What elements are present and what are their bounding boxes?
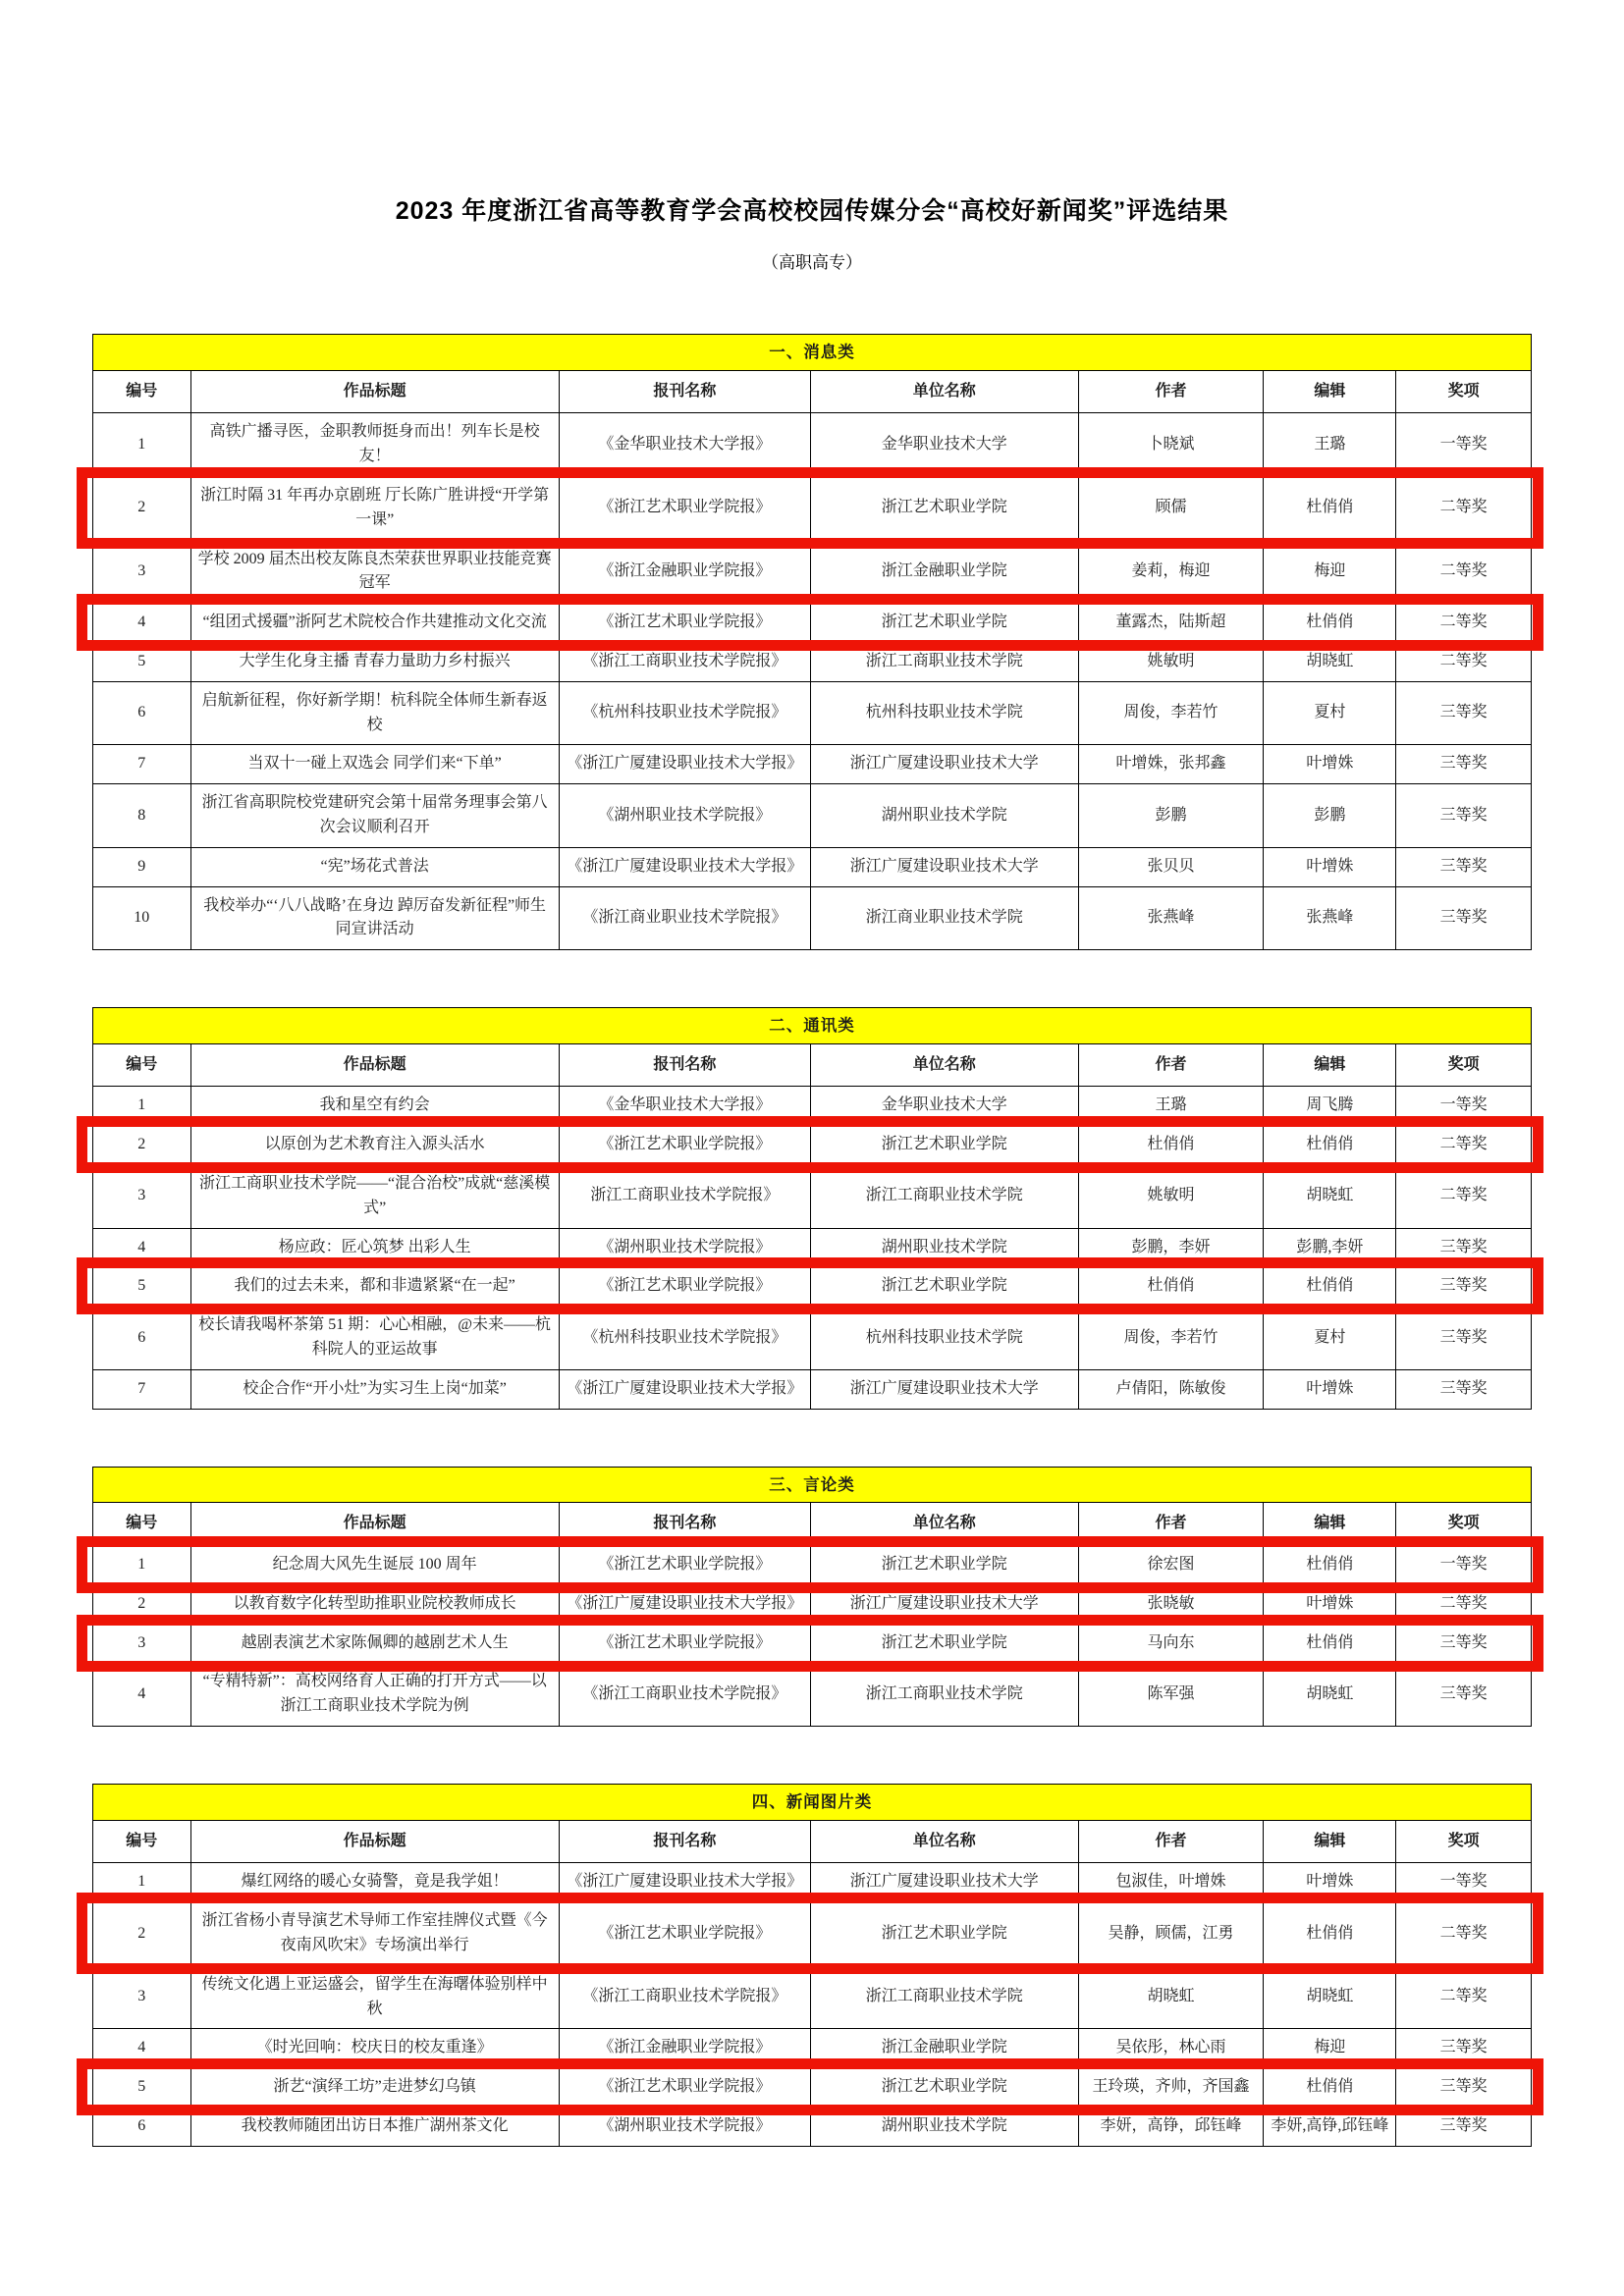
- cell-award: 一等奖: [1396, 1863, 1532, 1902]
- cell-paper: 《浙江广厦建设职业技术大学报》: [559, 1584, 810, 1624]
- cell-paper: 《浙江金融职业学院报》: [559, 2029, 810, 2068]
- cell-paper: 《浙江艺术职业学院报》: [559, 476, 810, 540]
- award-table: [92, 334, 1532, 950]
- table-row: [93, 1228, 1532, 1267]
- cell-no: 2: [93, 1902, 191, 1966]
- cell-paper: 《浙江工商职业技术学院报》: [559, 642, 810, 681]
- cell-award: 三等奖: [1396, 681, 1532, 745]
- cell-paper: 《浙江艺术职业学院报》: [559, 1624, 810, 1663]
- cell-award: 二等奖: [1396, 1126, 1532, 1165]
- cell-paper: 《浙江广厦建设职业技术大学报》: [559, 745, 810, 784]
- cell-org: 浙江广厦建设职业技术大学: [811, 1369, 1078, 1409]
- cell-work: 校长请我喝杯茶第 51 期：心心相融，@未来——杭科院人的亚运故事: [190, 1307, 559, 1370]
- table-row: [93, 1165, 1532, 1229]
- cell-work: 我们的过去未来，都和非遗紧紧“在一起”: [190, 1267, 559, 1307]
- column-header: 作者: [1078, 1820, 1264, 1863]
- award-table-section: [92, 1467, 1532, 1727]
- column-header: 报刊名称: [559, 1820, 810, 1863]
- column-header: 编辑: [1264, 1503, 1396, 1546]
- cell-author: 叶增姝，张邦鑫: [1078, 745, 1264, 784]
- column-header: 编辑: [1264, 1043, 1396, 1087]
- column-header-row: [93, 370, 1532, 413]
- cell-award: 二等奖: [1396, 1165, 1532, 1229]
- cell-award: 二等奖: [1396, 1902, 1532, 1966]
- section-header-row: [93, 1467, 1532, 1503]
- cell-no: 4: [93, 604, 191, 643]
- award-table: [92, 1784, 1532, 2147]
- cell-author: 包淑佳，叶增姝: [1078, 1863, 1264, 1902]
- cell-org: 浙江艺术职业学院: [811, 1902, 1078, 1966]
- cell-paper: 浙江工商职业技术学院报》: [559, 1165, 810, 1229]
- cell-editor: 杜俏俏: [1264, 1267, 1396, 1307]
- cell-author: 王璐: [1078, 1087, 1264, 1126]
- cell-editor: 夏村: [1264, 681, 1396, 745]
- cell-work: 纪念周大风先生诞辰 100 周年: [190, 1546, 559, 1585]
- table-row: [93, 886, 1532, 950]
- table-row: [93, 1624, 1532, 1663]
- column-header: 编号: [93, 370, 191, 413]
- cell-author: 卜晓斌: [1078, 413, 1264, 477]
- cell-no: 1: [93, 1863, 191, 1902]
- table-row: [93, 2029, 1532, 2068]
- column-header: 单位名称: [811, 1503, 1078, 1546]
- column-header: 作品标题: [190, 1043, 559, 1087]
- column-header-row: [93, 1043, 1532, 1087]
- cell-no: 1: [93, 413, 191, 477]
- cell-author: 姚敏明: [1078, 642, 1264, 681]
- cell-award: 三等奖: [1396, 1307, 1532, 1370]
- cell-org: 浙江工商职业技术学院: [811, 642, 1078, 681]
- table-row: [93, 604, 1532, 643]
- cell-org: 浙江工商职业技术学院: [811, 1965, 1078, 2029]
- column-header: 奖项: [1396, 1503, 1532, 1546]
- cell-editor: 杜俏俏: [1264, 1546, 1396, 1585]
- cell-org: 浙江艺术职业学院: [811, 2068, 1078, 2108]
- column-header: 单位名称: [811, 1043, 1078, 1087]
- cell-paper: 《浙江艺术职业学院报》: [559, 604, 810, 643]
- cell-no: 3: [93, 1624, 191, 1663]
- cell-author: 周俊，李若竹: [1078, 681, 1264, 745]
- cell-no: 4: [93, 1228, 191, 1267]
- cell-award: 一等奖: [1396, 413, 1532, 477]
- cell-author: 吴静，顾儒，江勇: [1078, 1902, 1264, 1966]
- cell-author: 姚敏明: [1078, 1165, 1264, 1229]
- award-table-section: [92, 1007, 1532, 1410]
- section-header: 二、通讯类: [93, 1008, 1532, 1044]
- section-header: 四、新闻图片类: [93, 1784, 1532, 1820]
- cell-editor: 梅迎: [1264, 2029, 1396, 2068]
- cell-org: 湖州职业技术学院: [811, 1228, 1078, 1267]
- table-row: [93, 1663, 1532, 1727]
- cell-award: 一等奖: [1396, 1546, 1532, 1585]
- cell-org: 浙江金融职业学院: [811, 2029, 1078, 2068]
- cell-no: 6: [93, 1307, 191, 1370]
- cell-paper: 《湖州职业技术学院报》: [559, 2107, 810, 2146]
- cell-author: 董露杰，陆斯超: [1078, 604, 1264, 643]
- cell-author: 徐宏图: [1078, 1546, 1264, 1585]
- cell-award: 二等奖: [1396, 476, 1532, 540]
- cell-work: 启航新征程，你好新学期！杭科院全体师生新春返校: [190, 681, 559, 745]
- cell-paper: 《浙江工商职业技术学院报》: [559, 1965, 810, 2029]
- award-table-section: [92, 1784, 1532, 2147]
- cell-org: 湖州职业技术学院: [811, 2107, 1078, 2146]
- column-header: 编辑: [1264, 1820, 1396, 1863]
- cell-award: 三等奖: [1396, 2107, 1532, 2146]
- cell-paper: 《浙江艺术职业学院报》: [559, 1546, 810, 1585]
- cell-paper: 《浙江艺术职业学院报》: [559, 1902, 810, 1966]
- cell-no: 10: [93, 886, 191, 950]
- cell-org: 浙江艺术职业学院: [811, 1267, 1078, 1307]
- cell-org: 杭州科技职业技术学院: [811, 1307, 1078, 1370]
- cell-no: 2: [93, 1584, 191, 1624]
- cell-award: 二等奖: [1396, 604, 1532, 643]
- cell-org: 金华职业技术大学: [811, 413, 1078, 477]
- cell-author: 彭鹏，李妍: [1078, 1228, 1264, 1267]
- table-row: [93, 1584, 1532, 1624]
- column-header-row: [93, 1503, 1532, 1546]
- cell-no: 3: [93, 1165, 191, 1229]
- table-row: [93, 745, 1532, 784]
- column-header: 单位名称: [811, 370, 1078, 413]
- cell-author: 杜俏俏: [1078, 1126, 1264, 1165]
- column-header: 报刊名称: [559, 370, 810, 413]
- column-header: 报刊名称: [559, 1503, 810, 1546]
- cell-award: 三等奖: [1396, 1369, 1532, 1409]
- cell-author: 张晓敏: [1078, 1584, 1264, 1624]
- cell-award: 三等奖: [1396, 2068, 1532, 2108]
- cell-work: 校企合作“开小灶”为实习生上岗“加菜”: [190, 1369, 559, 1409]
- cell-work: 越剧表演艺术家陈佩卿的越剧艺术人生: [190, 1624, 559, 1663]
- cell-org: 浙江艺术职业学院: [811, 1126, 1078, 1165]
- cell-paper: 《浙江广厦建设职业技术大学报》: [559, 1369, 810, 1409]
- cell-paper: 《湖州职业技术学院报》: [559, 784, 810, 848]
- cell-author: 卢倩阳，陈敏俊: [1078, 1369, 1264, 1409]
- cell-author: 周俊，李若竹: [1078, 1307, 1264, 1370]
- page-subtitle: （高职高专）: [762, 253, 862, 272]
- cell-editor: 胡晓虹: [1264, 642, 1396, 681]
- cell-paper: 《湖州职业技术学院报》: [559, 1228, 810, 1267]
- table-row: [93, 681, 1532, 745]
- cell-work: 杨应政：匠心筑梦 出彩人生: [190, 1228, 559, 1267]
- table-row: [93, 642, 1532, 681]
- table-row: [93, 1965, 1532, 2029]
- table-row: [93, 413, 1532, 477]
- cell-paper: 《浙江艺术职业学院报》: [559, 2068, 810, 2108]
- cell-org: 杭州科技职业技术学院: [811, 681, 1078, 745]
- award-table: [92, 1467, 1532, 1727]
- column-header: 作品标题: [190, 1503, 559, 1546]
- cell-work: 学校 2009 届杰出校友陈良杰荣获世界职业技能竞赛冠军: [190, 540, 559, 604]
- table-row: [93, 540, 1532, 604]
- cell-org: 浙江商业职业技术学院: [811, 886, 1078, 950]
- table-row: [93, 2107, 1532, 2146]
- cell-editor: 杜俏俏: [1264, 1902, 1396, 1966]
- column-header: 编号: [93, 1820, 191, 1863]
- cell-org: 浙江工商职业技术学院: [811, 1663, 1078, 1727]
- cell-work: “专精特新”：高校网络育人正确的打开方式——以浙江工商职业技术学院为例: [190, 1663, 559, 1727]
- cell-author: 胡晓虹: [1078, 1965, 1264, 2029]
- cell-award: 三等奖: [1396, 1228, 1532, 1267]
- cell-editor: 梅迎: [1264, 540, 1396, 604]
- section-header-row: [93, 1008, 1532, 1044]
- cell-editor: 张燕峰: [1264, 886, 1396, 950]
- cell-work: 以原创为艺术教育注入源头活水: [190, 1126, 559, 1165]
- cell-no: 1: [93, 1087, 191, 1126]
- cell-no: 5: [93, 1267, 191, 1307]
- cell-editor: 叶增姝: [1264, 1863, 1396, 1902]
- cell-no: 2: [93, 476, 191, 540]
- cell-work: 大学生化身主播 青春力量助力乡村振兴: [190, 642, 559, 681]
- table-row: [93, 1267, 1532, 1307]
- table-row: [93, 1863, 1532, 1902]
- column-header: 奖项: [1396, 1820, 1532, 1863]
- cell-org: 浙江艺术职业学院: [811, 604, 1078, 643]
- cell-no: 2: [93, 1126, 191, 1165]
- cell-work: 我校教师随团出访日本推广湖州茶文化: [190, 2107, 559, 2146]
- cell-no: 6: [93, 681, 191, 745]
- cell-paper: 《浙江工商职业技术学院报》: [559, 1663, 810, 1727]
- cell-org: 浙江广厦建设职业技术大学: [811, 1584, 1078, 1624]
- cell-paper: 《浙江广厦建设职业技术大学报》: [559, 847, 810, 886]
- cell-editor: 胡晓虹: [1264, 1663, 1396, 1727]
- cell-no: 4: [93, 1663, 191, 1727]
- cell-paper: 《杭州科技职业技术学院报》: [559, 681, 810, 745]
- cell-work: “宪”场花式普法: [190, 847, 559, 886]
- column-header: 单位名称: [811, 1820, 1078, 1863]
- table-row: [93, 784, 1532, 848]
- cell-org: 浙江广厦建设职业技术大学: [811, 745, 1078, 784]
- cell-editor: 胡晓虹: [1264, 1965, 1396, 2029]
- page-title: 2023 年度浙江省高等教育学会高校校园传媒分会“高校好新闻奖”评选结果: [395, 197, 1229, 225]
- table-row: [93, 1546, 1532, 1585]
- table-row: [93, 1369, 1532, 1409]
- cell-org: 浙江金融职业学院: [811, 540, 1078, 604]
- cell-org: 浙江广厦建设职业技术大学: [811, 1863, 1078, 1902]
- cell-author: 张贝贝: [1078, 847, 1264, 886]
- cell-editor: 杜俏俏: [1264, 1126, 1396, 1165]
- cell-paper: 《金华职业技术大学报》: [559, 413, 810, 477]
- cell-editor: 夏村: [1264, 1307, 1396, 1370]
- table-row: [93, 1307, 1532, 1370]
- cell-author: 马向东: [1078, 1624, 1264, 1663]
- column-header: 奖项: [1396, 370, 1532, 413]
- cell-editor: 周飞腾: [1264, 1087, 1396, 1126]
- cell-author: 顾儒: [1078, 476, 1264, 540]
- cell-work: 传统文化遇上亚运盛会，留学生在海曙体验别样中秋: [190, 1965, 559, 2029]
- cell-author: 王玲瑛，齐帅，齐国鑫: [1078, 2068, 1264, 2108]
- table-row: [93, 1087, 1532, 1126]
- cell-editor: 叶增姝: [1264, 1584, 1396, 1624]
- section-header: 三、言论类: [93, 1467, 1532, 1503]
- cell-award: 三等奖: [1396, 1663, 1532, 1727]
- cell-work: 浙江省高职院校党建研究会第十届常务理事会第八次会议顺利召开: [190, 784, 559, 848]
- cell-award: 一等奖: [1396, 1087, 1532, 1126]
- cell-editor: 叶增姝: [1264, 1369, 1396, 1409]
- table-row: [93, 476, 1532, 540]
- cell-award: 二等奖: [1396, 540, 1532, 604]
- cell-editor: 杜俏俏: [1264, 604, 1396, 643]
- cell-no: 1: [93, 1546, 191, 1585]
- sections: [92, 334, 1532, 2147]
- cell-no: 6: [93, 2107, 191, 2146]
- column-header: 编号: [93, 1503, 191, 1546]
- cell-paper: 《杭州科技职业技术学院报》: [559, 1307, 810, 1370]
- cell-author: 吴依彤，林心雨: [1078, 2029, 1264, 2068]
- cell-org: 浙江艺术职业学院: [811, 1546, 1078, 1585]
- cell-work: 浙江工商职业技术学院——“混合治校”成就“慈溪模式”: [190, 1165, 559, 1229]
- cell-editor: 彭鹏,李妍: [1264, 1228, 1396, 1267]
- cell-no: 4: [93, 2029, 191, 2068]
- cell-author: 姜莉，梅迎: [1078, 540, 1264, 604]
- cell-author: 张燕峰: [1078, 886, 1264, 950]
- table-row: [93, 1126, 1532, 1165]
- column-header: 作者: [1078, 1043, 1264, 1087]
- cell-award: 三等奖: [1396, 745, 1532, 784]
- cell-author: 彭鹏: [1078, 784, 1264, 848]
- cell-award: 二等奖: [1396, 642, 1532, 681]
- cell-work: 浙江时隔 31 年再办京剧班 厅长陈广胜讲授“开学第一课”: [190, 476, 559, 540]
- cell-paper: 《金华职业技术大学报》: [559, 1087, 810, 1126]
- cell-work: 当双十一碰上双选会 同学们来“下单”: [190, 745, 559, 784]
- cell-work: 浙江省杨小青导演艺术导师工作室挂牌仪式暨《今夜南风吹宋》专场演出举行: [190, 1902, 559, 1966]
- cell-work: 以教育数字化转型助推职业院校教师成长: [190, 1584, 559, 1624]
- column-header: 作品标题: [190, 370, 559, 413]
- table-row: [93, 1902, 1532, 1966]
- cell-editor: 杜俏俏: [1264, 1624, 1396, 1663]
- column-header: 奖项: [1396, 1043, 1532, 1087]
- cell-paper: 《浙江金融职业学院报》: [559, 540, 810, 604]
- cell-editor: 彭鹏: [1264, 784, 1396, 848]
- cell-org: 浙江工商职业技术学院: [811, 1165, 1078, 1229]
- cell-award: 二等奖: [1396, 1584, 1532, 1624]
- cell-author: 杜俏俏: [1078, 1267, 1264, 1307]
- cell-editor: 王璐: [1264, 413, 1396, 477]
- cell-award: 三等奖: [1396, 1624, 1532, 1663]
- cell-editor: 杜俏俏: [1264, 2068, 1396, 2108]
- column-header: 作者: [1078, 370, 1264, 413]
- cell-work: 我校举办“‘八八战略’在身边 踔厉奋发新征程”师生同宣讲活动: [190, 886, 559, 950]
- cell-work: 高铁广播寻医，金职教师挺身而出！列车长是校友！: [190, 413, 559, 477]
- table-row: [93, 847, 1532, 886]
- cell-paper: 《浙江广厦建设职业技术大学报》: [559, 1863, 810, 1902]
- award-table: [92, 1007, 1532, 1410]
- cell-award: 三等奖: [1396, 1267, 1532, 1307]
- cell-editor: 叶增姝: [1264, 847, 1396, 886]
- cell-no: 5: [93, 2068, 191, 2108]
- cell-paper: 《浙江艺术职业学院报》: [559, 1267, 810, 1307]
- cell-editor: 叶增姝: [1264, 745, 1396, 784]
- column-header: 作者: [1078, 1503, 1264, 1546]
- cell-award: 三等奖: [1396, 784, 1532, 848]
- cell-award: 二等奖: [1396, 1965, 1532, 2029]
- cell-paper: 《浙江商业职业技术学院报》: [559, 886, 810, 950]
- cell-work: 我和星空有约会: [190, 1087, 559, 1126]
- cell-no: 7: [93, 745, 191, 784]
- column-header: 作品标题: [190, 1820, 559, 1863]
- column-header: 报刊名称: [559, 1043, 810, 1087]
- cell-editor: 胡晓虹: [1264, 1165, 1396, 1229]
- cell-author: 陈军强: [1078, 1663, 1264, 1727]
- cell-org: 金华职业技术大学: [811, 1087, 1078, 1126]
- cell-org: 浙江广厦建设职业技术大学: [811, 847, 1078, 886]
- cell-org: 浙江艺术职业学院: [811, 1624, 1078, 1663]
- cell-paper: 《浙江艺术职业学院报》: [559, 1126, 810, 1165]
- cell-no: 3: [93, 1965, 191, 2029]
- column-header: 编号: [93, 1043, 191, 1087]
- cell-author: 李妍，高铮，邱钰峰: [1078, 2107, 1264, 2146]
- cell-work: 浙艺“演绎工坊”走进梦幻乌镇: [190, 2068, 559, 2108]
- cell-editor: 杜俏俏: [1264, 476, 1396, 540]
- cell-org: 湖州职业技术学院: [811, 784, 1078, 848]
- section-header-row: [93, 1784, 1532, 1820]
- table-row: [93, 2068, 1532, 2108]
- cell-award: 三等奖: [1396, 2029, 1532, 2068]
- cell-no: 3: [93, 540, 191, 604]
- cell-no: 9: [93, 847, 191, 886]
- section-header-row: [93, 335, 1532, 371]
- cell-editor: 李妍,高铮,邱钰峰: [1264, 2107, 1396, 2146]
- cell-award: 三等奖: [1396, 847, 1532, 886]
- cell-work: 《时光回响：校庆日的校友重逢》: [190, 2029, 559, 2068]
- cell-work: 爆红网络的暖心女骑警，竟是我学姐！: [190, 1863, 559, 1902]
- column-header-row: [93, 1820, 1532, 1863]
- cell-no: 7: [93, 1369, 191, 1409]
- cell-award: 三等奖: [1396, 886, 1532, 950]
- cell-org: 浙江艺术职业学院: [811, 476, 1078, 540]
- award-table-section: [92, 334, 1532, 950]
- section-header: 一、消息类: [93, 335, 1532, 371]
- column-header: 编辑: [1264, 370, 1396, 413]
- cell-work: “组团式援疆”浙阿艺术院校合作共建推动文化交流: [190, 604, 559, 643]
- cell-no: 5: [93, 642, 191, 681]
- cell-no: 8: [93, 784, 191, 848]
